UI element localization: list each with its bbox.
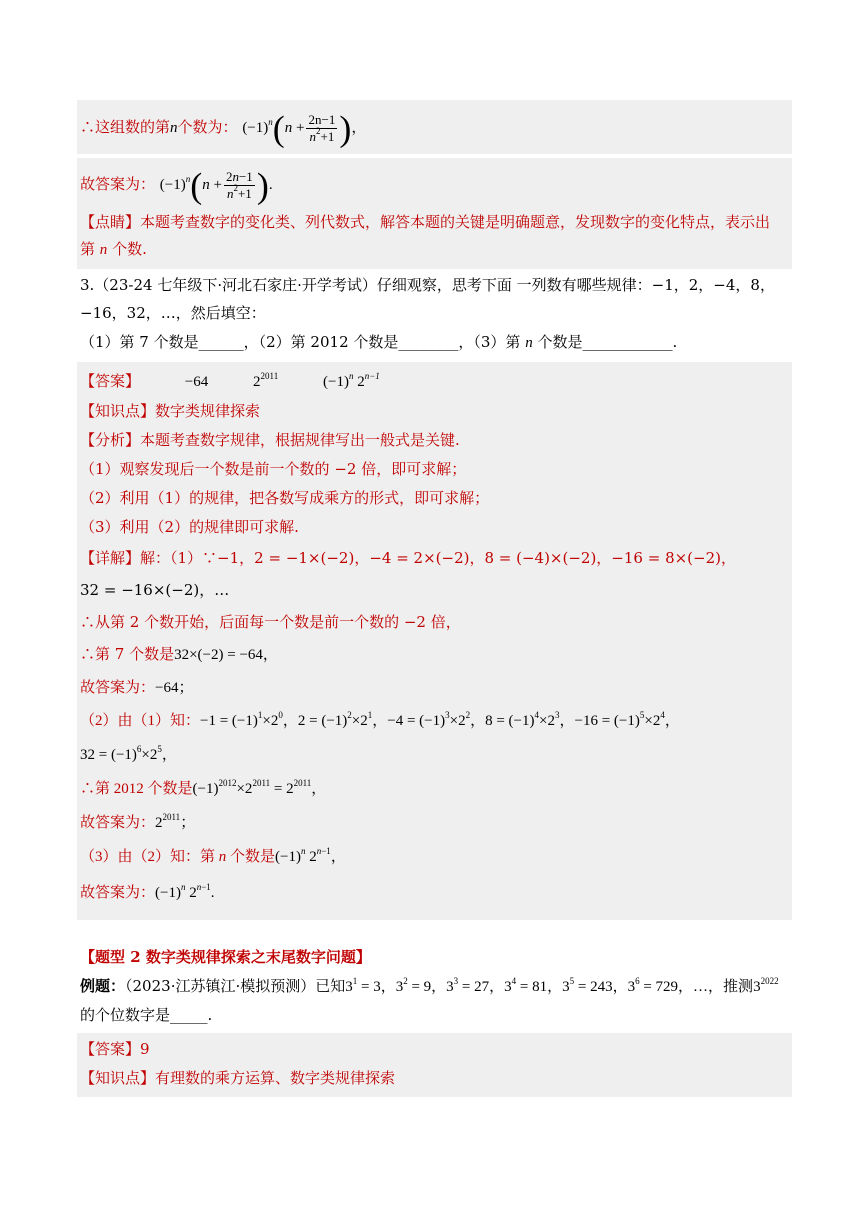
question-3: 3.（23-24 七年级下·河北石家庄·开学考试）仔细观察，思考下面 一列数有哪些规律：−1，2，−4，8， −16，32，…，然后填空： （1）第 7 个数是______，（2）第 2012 个数是________，（3）第 n 个数是____________. (80, 276, 775, 351)
general-term-line: ∴这组数的第n个数为： $(-1)^n(n$ + $\frac{2n-1}{n^2+1}$ )， (80, 108, 367, 149)
answer-line: 故答案为： $(-1)^n(n$ + $\frac{2n-1}{n^2+1}$ ). (80, 165, 273, 206)
section-title: 【题型 2 数字类规律探索之末尾数字问题】 (80, 948, 371, 966)
solution-continuation (77, 100, 792, 154)
comment-line: 【点睛】本题考查数字的变化类、列代数式，解答本题的关键是明确题意，发现数字的变化特点，表示出 (80, 213, 771, 231)
solution-3: 【答案】 −64 $2^{2011}$ $(-1)^n$ $2^{n-1}$ 【知识点】数字类规律探索 【分析】本题考查数字规律，根据规律写出一般式是关键. （1）观察发现后一个数是前一个数的 −2 倍，即可求解； （2）利用（1）的规律，把各数写成乘方的形式，即可求解； （3）利用（2）的规律即可求解. 【详解】解：（1）∵−1，2 = −1×(−2)，−4 = 2×(−2)，8 = (−4)×(−2)，−16 = 8×(−2)， 32 = −16×(−2)，… ∴从第 2 个数开始，后面每一个数是前一个数的 −2 倍， ∴第 7 个数是32×(−2) = −64， 故答案为：−64； （2）由（1）知：$-1 = (-1)^1\times 2^0$，$2 = (-1)^2\times 2^1$，$-4 = (-1)^3\times 2^2$，$8 = (-1)^4\times 2^3$，$-16 = (-1)^5\times 2^4$， $32 = (-1)^6\times 2^5$， ∴第 2012 个数是$(-1)^{2012}\times 2^{2011} = 2^{2011}$， 故答案为：$2^{2011}$； （3）由（2）知：第 n 个数是$(-1)^n$ $2^{n-1}$， 故答案为：$(-1)^n$ $2^{n-1}$. (77, 362, 792, 920)
general-term-formula: $(-1)^n(n$ + $\frac{2n-1}{n^2+1}$ )， (242, 108, 367, 149)
type-2-section: 【题型 2 数字类规律探索之末尾数字问题】 例题：（2023·江苏镇江·模拟预测）已知$3^1 = 3$，$3^2 = 9$，$3^3 = 27$，$3^4 = 81$，$3^5 = 243$，$3^6 = 729$，…，推测$3^{2022}$ 的个位数字是_____. (77, 942, 792, 1029)
document-page (77, 100, 792, 1097)
answer-and-comment: 故答案为： $(-1)^n(n$ + $\frac{2n-1}{n^2+1}$ ). 【点睛】本题考查数字的变化类、列代数式，解答本题的关键是明确题意，发现数字的变化特点，表示出 第 n 个数. (77, 158, 792, 269)
answer-row: 【答案】 −64 $2^{2011}$ $(-1)^n$ $2^{n-1}$ (80, 371, 380, 390)
type-2-solution: 【答案】9 【知识点】有理数的乘方运算、数字类规律探索 (77, 1033, 792, 1097)
